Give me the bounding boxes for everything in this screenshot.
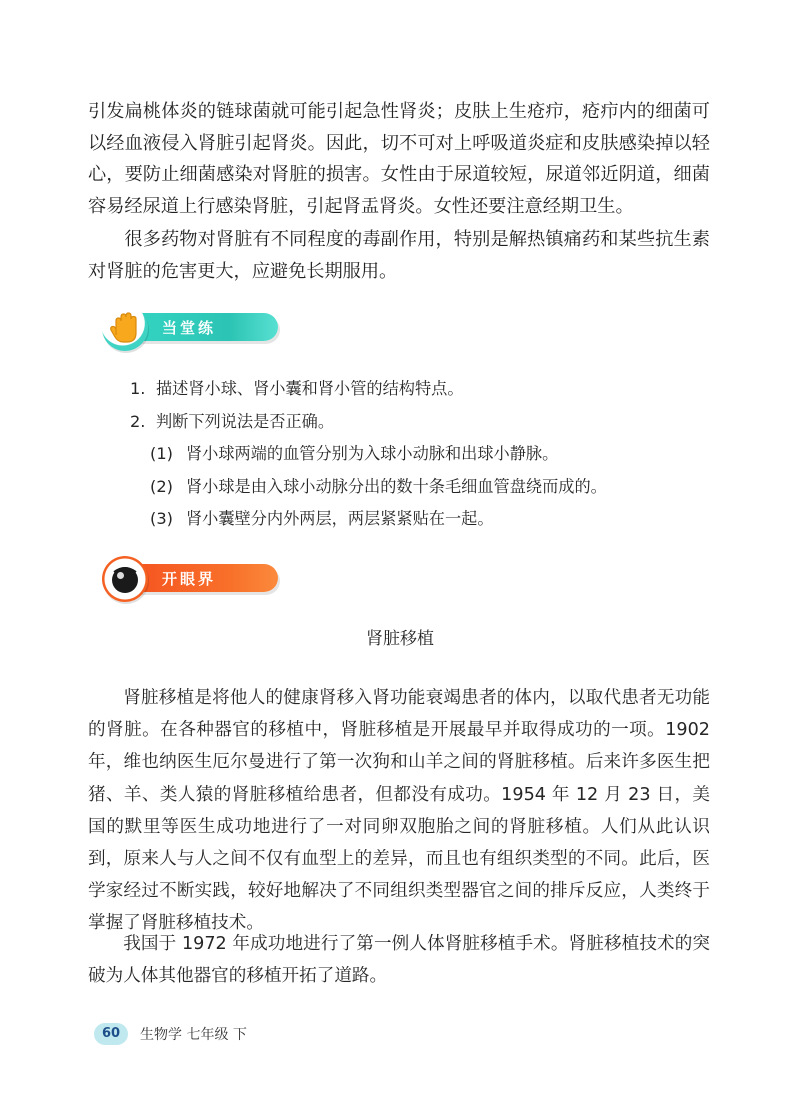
eye-opener-badge — [102, 556, 278, 602]
eye-badge-label: 开眼界 — [162, 570, 217, 588]
practice-sublist — [150, 438, 607, 536]
page-number: 60 — [94, 1023, 128, 1045]
list-item: (1) 肾小球两端的血管分别为入球小动脉和出球小静脉。 — [150, 444, 559, 463]
practice-badge — [102, 305, 278, 351]
intro-paragraph-1: 引发扁桃体炎的链球菌就可能引起急性肾炎；皮肤上生疮疖，疮疖内的细菌可以经血液侵入肾脏引起肾炎。因此，切不可对上呼吸道炎症和皮肤感染掉以轻心，要防止细菌感染对肾脏的损害。女性由于尿道较短，尿道邻近阴道，细菌容易经尿道上行感染肾脏，引起肾盂肾炎。女性还要注意经期卫生。 — [88, 101, 710, 217]
article-paragraph-2: 我国于 1972 年成功地进行了第一例人体肾脏移植手术。肾脏移植技术的突破为人体其他器官的移植开拓了道路。 — [88, 934, 710, 987]
page-footer — [94, 1022, 247, 1046]
list-item: (3) 肾小囊壁分内外两层，两层紧紧贴在一起。 — [150, 509, 494, 528]
article-paragraph-1: 肾脏移植是将他人的健康肾移入肾功能衰竭患者的体内，以取代患者无功能的肾脏。在各种器官的移植中，肾脏移植是开展最早并取得成功的一项。1902 年，维也纳医生厄尔曼进行了第一次狗和山羊之间的肾脏移植。后来许多医生把猪、羊、类人猿的肾脏移植给患者，但都没有成功。1954 年 12 月 23 日，美国的默里等医生成功地进行了一对同卵双胞胎之间的肾脏移植。人们从此认识到，原来人与人之间不仅有血型上的差异，而且也有组织类型的不同。此后，医学家经过不断实践，较好地解决了不同组织类型器官之间的排斥反应，人类终于掌握了肾脏移植技术。 — [88, 688, 710, 934]
eye-icon — [102, 556, 148, 602]
practice-badge-label: 当堂练 — [162, 319, 217, 337]
article-title: 肾脏移植 — [366, 629, 434, 649]
list-item: (2) 肾小球是由入球小动脉分出的数十条毛细血管盘绕而成的。 — [150, 476, 607, 496]
hand-icon — [102, 305, 148, 351]
book-title: 生物学 七年级 下 — [140, 1027, 247, 1043]
intro-paragraph-2: 很多药物对肾脏有不同程度的毒副作用，特别是解热镇痛药和某些抗生素对肾脏的危害更大，应避免长期服用。 — [88, 229, 710, 282]
list-item: 1. 描述肾小球、肾小囊和肾小管的结构特点。 — [130, 379, 464, 398]
practice-list — [130, 373, 464, 438]
list-item: 2. 判断下列说法是否正确。 — [130, 411, 335, 431]
